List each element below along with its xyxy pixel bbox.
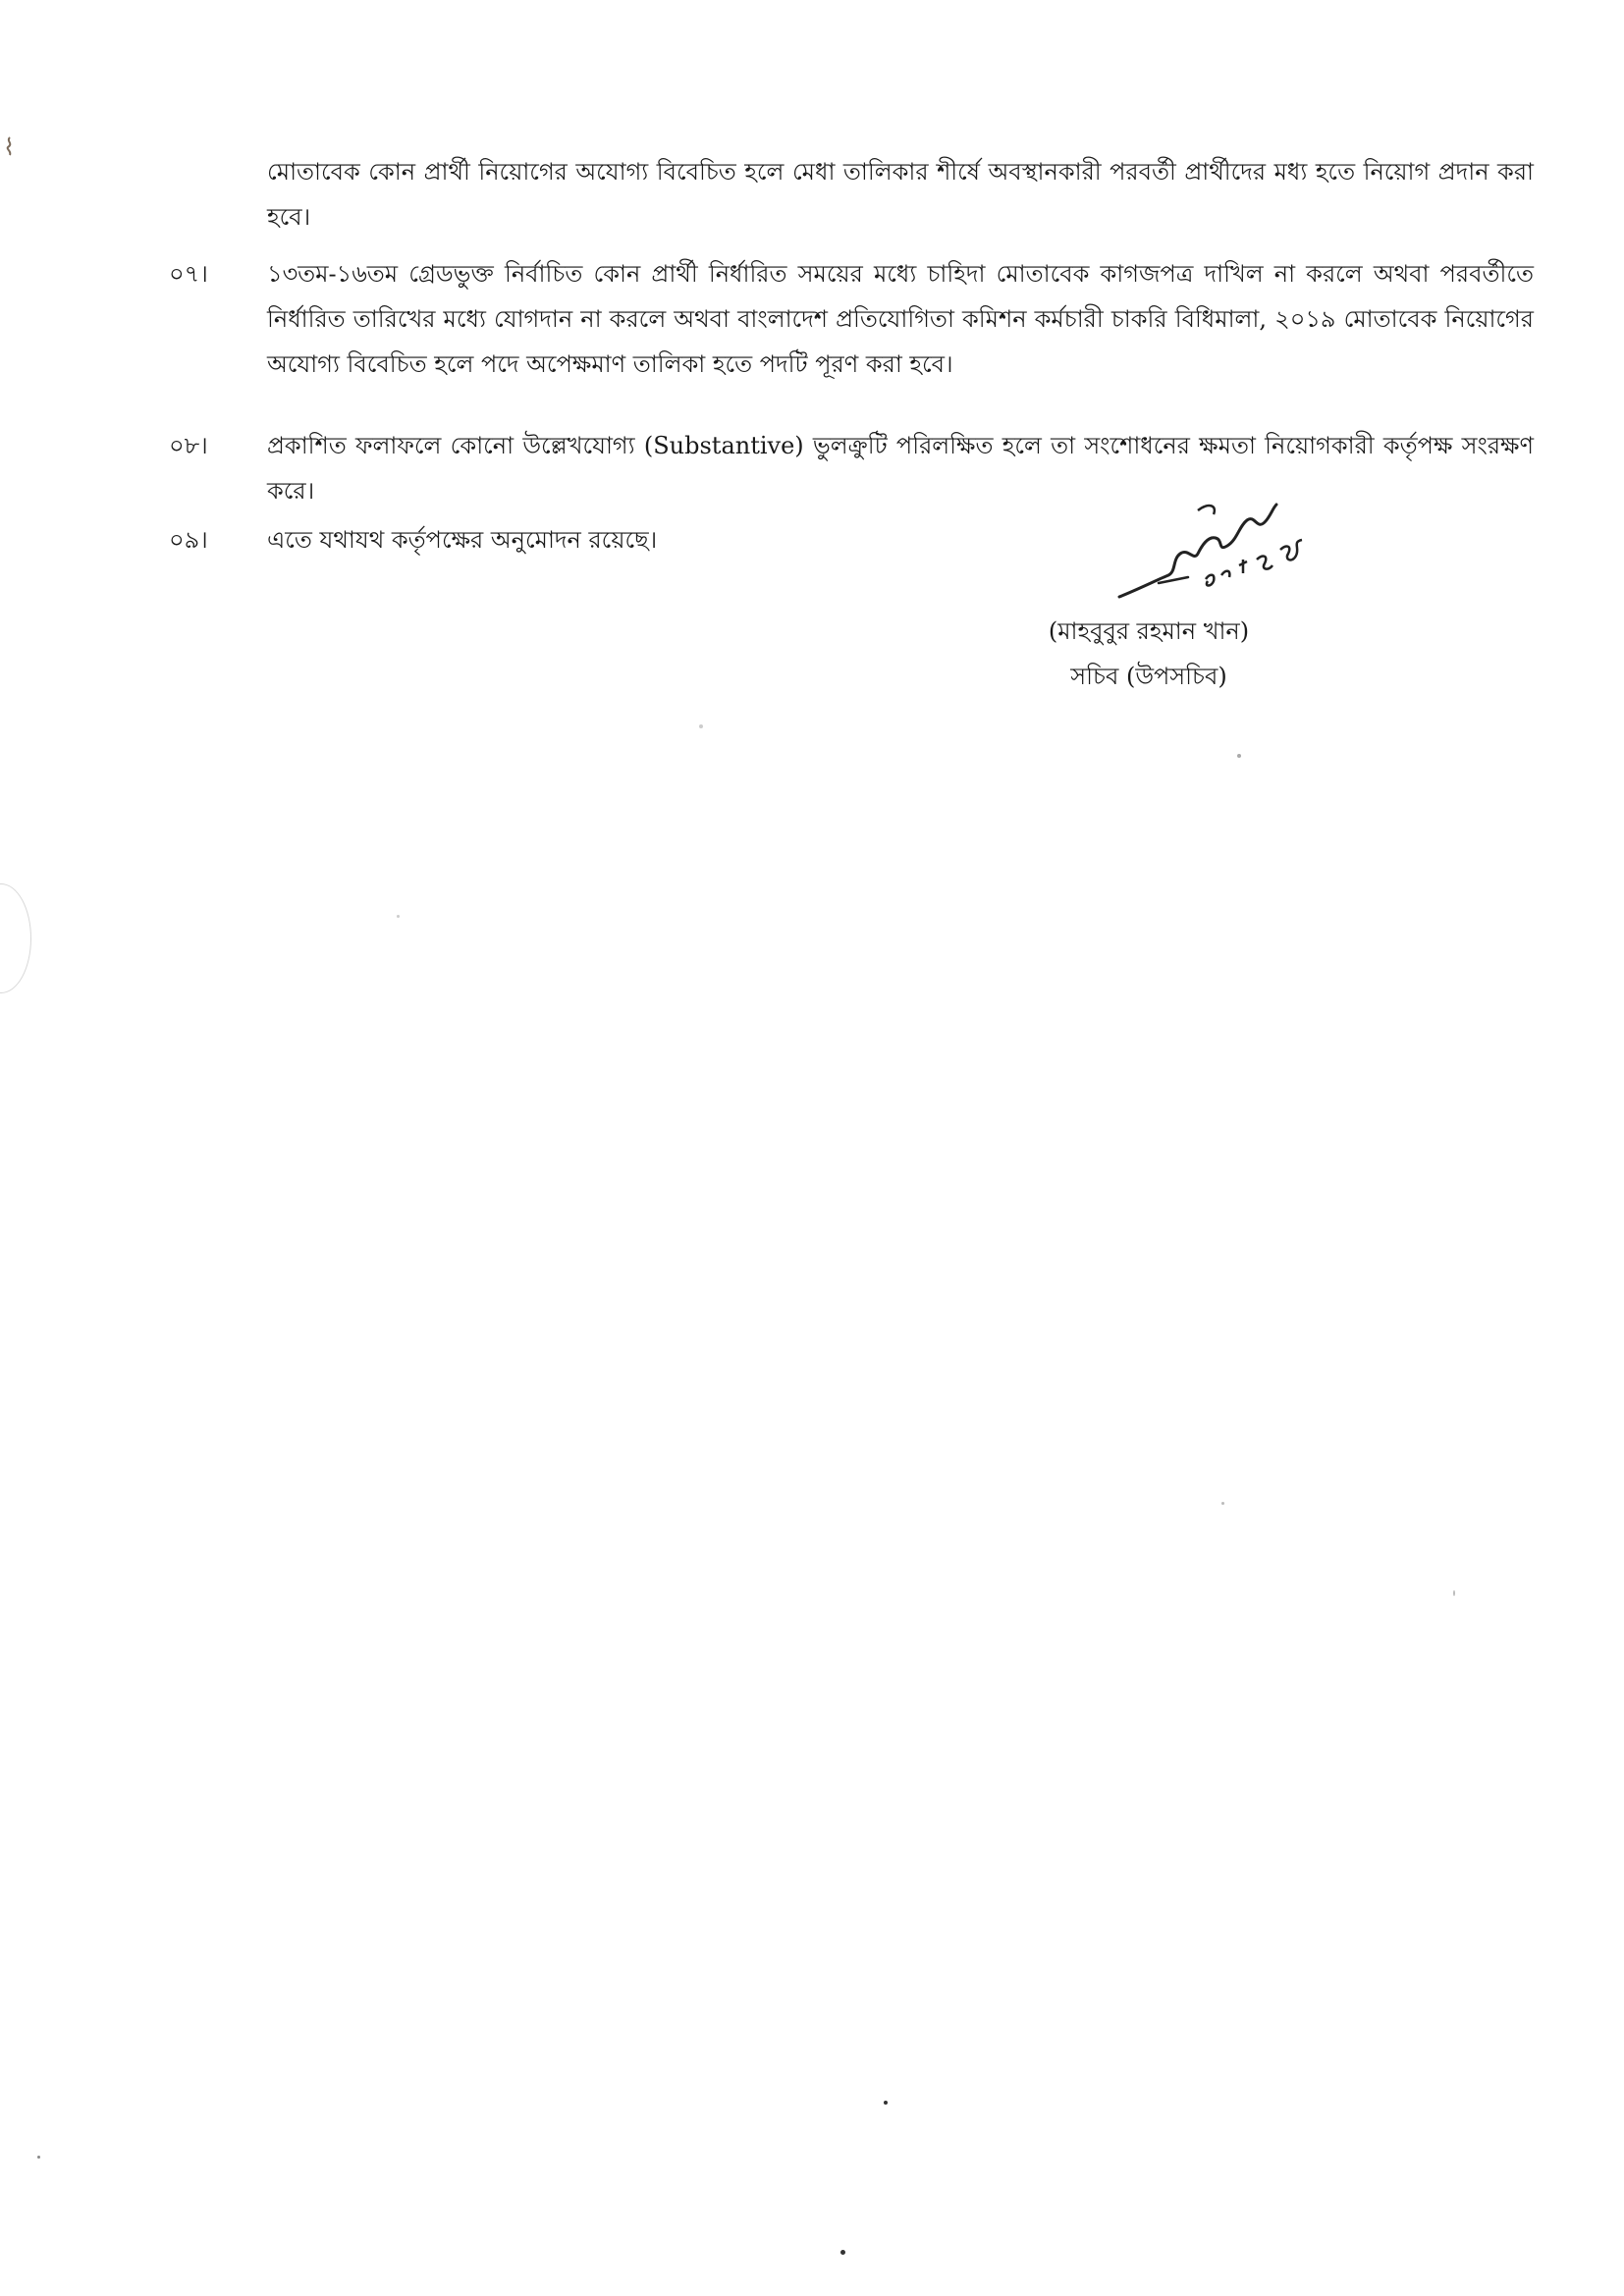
signatory-designation: সচিব (উপসচিব)	[1070, 663, 1227, 690]
paragraph-number-9: ০৯।	[169, 526, 208, 554]
paragraph-number-7: ০৭।	[169, 260, 208, 288]
scan-edge-artifact	[0, 883, 31, 993]
signatory-block	[1021, 609, 1276, 699]
scan-speck	[397, 915, 400, 918]
handwritten-signature	[1100, 481, 1335, 618]
scan-speck	[37, 2156, 40, 2159]
paragraph-continuation: মোতাবেক কোন প্রার্থী নিয়োগের অযোগ্য বিবেচিত হলে মেধা তালিকার শীর্ষে অবস্থানকারী পরবর্তী প্রার্থীদের মধ্য হতে নিয়োগ প্রদান করা হবে।	[267, 158, 1534, 231]
scan-speck	[699, 724, 703, 728]
scan-speck	[1221, 1502, 1224, 1505]
scan-artifact-mark	[4, 135, 18, 157]
paragraph-8-text: প্রকাশিত ফলাফলে কোনো উল্লেখযোগ্য (Substantive) ভুলক্রুটি পরিলক্ষিত হলে তা সংশোধনের ক্ষমতা নিয়োগকারী কর্তৃপক্ষ সংরক্ষণ করে।	[267, 432, 1534, 505]
scan-speck	[1237, 754, 1241, 758]
scan-speck	[1453, 1590, 1455, 1596]
scan-speck	[884, 2101, 888, 2105]
scan-speck	[840, 2250, 845, 2255]
paragraph-7-text: ১৩তম-১৬তম গ্রেডভুক্ত নির্বাচিত কোন প্রার্থী নির্ধারিত সময়ের মধ্যে চাহিদা মোতাবেক কাগজপত্র দাখিল না করলে অথবা পরবর্তীতে নির্ধারিত তারিখের মধ্যে যোগদান না করলে অথবা বাংলাদেশ প্রতিযোগিতা কমিশন কর্মচারী চাকরি বিধিমালা, ২০১৯ মোতাবেক নিয়োগের অযোগ্য বিবেচিত হলে পদে অপেক্ষমাণ তালিকা হতে পদটি পূরণ করা হবে।	[267, 260, 1534, 378]
signatory-name: (মাহবুবুর রহমান খান)	[1048, 617, 1250, 645]
paragraph-number-8: ০৮।	[169, 432, 208, 459]
paragraph-9-text: এতে যথাযথ কর্তৃপক্ষের অনুমোদন রয়েছে।	[267, 526, 658, 554]
